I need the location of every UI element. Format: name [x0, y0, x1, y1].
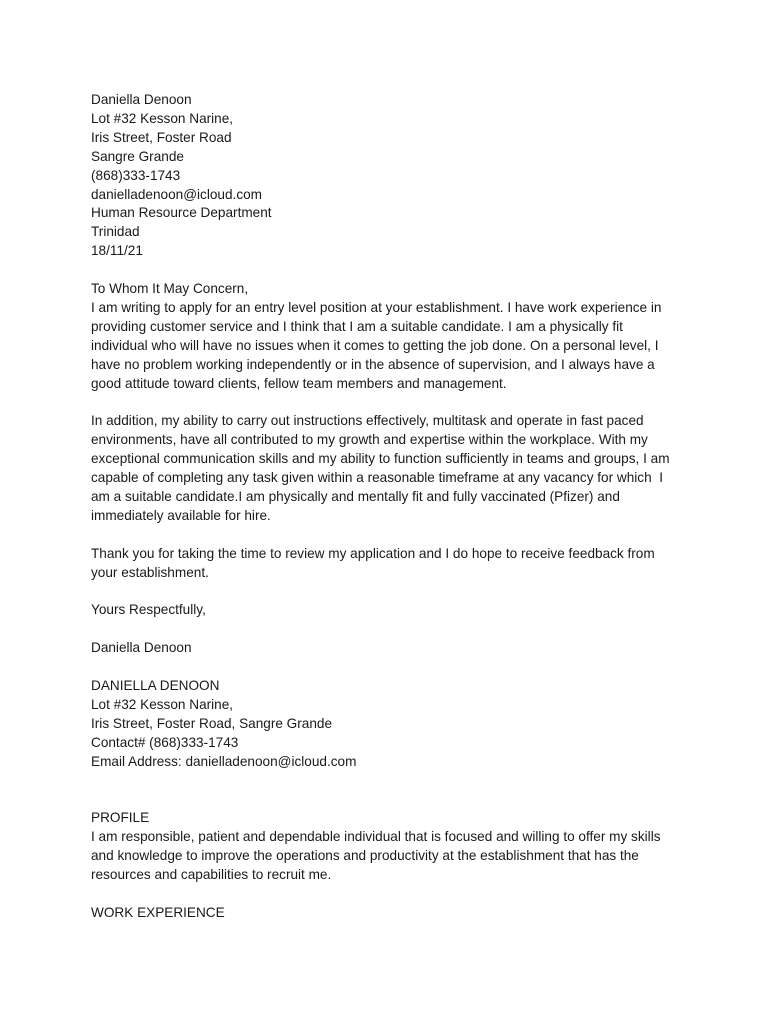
sender-address-line1: Lot #32 Kesson Narine,: [91, 110, 234, 126]
paragraph-line: your establishment.: [91, 564, 209, 580]
resume-name: DANIELLA DENOON: [91, 678, 220, 693]
recipient-department: Human Resource Department: [91, 205, 272, 221]
paragraph-line: individual who will have no issues when it comes to getting the job done. On a personal level, I: [91, 337, 659, 353]
paragraph-line: resources and capabilities to recruit me.: [91, 867, 332, 883]
body-paragraph-2: [91, 412, 691, 525]
work-experience-heading: WORK EXPERIENCE: [91, 904, 225, 920]
spacer: [91, 772, 691, 810]
resume-address-line1: Lot #32 Kesson Narine,: [91, 696, 234, 712]
letter-date: 18/11/21: [91, 243, 143, 259]
paragraph-line: I am writing to apply for an entry level position at your establishment. I have work experience in: [91, 299, 662, 315]
body-paragraph-1: [91, 299, 691, 394]
paragraph-line: good attitude toward clients, fellow team members and management.: [91, 375, 507, 391]
paragraph-line: providing customer service and I think that I am a suitable candidate. I am a physically fit: [91, 318, 623, 334]
body-paragraph-3: [91, 545, 691, 583]
document-page: [91, 91, 691, 923]
salutation: To Whom It May Concern,: [91, 281, 249, 297]
profile-text: [91, 828, 691, 885]
sender-name: Daniella Denoon: [91, 92, 192, 107]
paragraph-line: capable of completing any task given within a reasonable timeframe at any vacancy for which I: [91, 470, 663, 486]
profile-heading: PROFILE: [91, 810, 150, 826]
sender-phone: (868)333-1743: [91, 167, 181, 183]
resume-contact: Contact# (868)333-1743: [91, 734, 239, 750]
spacer: [91, 526, 691, 545]
paragraph-line: In addition, my ability to carry out instructions effectively, multitask and operate in fast paced: [91, 413, 644, 429]
sender-address-line2: Iris Street, Foster Road: [91, 129, 232, 145]
spacer: [91, 885, 691, 904]
sender-block: [91, 91, 691, 261]
closing: Yours Respectfully,: [91, 602, 206, 618]
resume-header: [91, 677, 691, 772]
paragraph-line: environments, have all contributed to my growth and expertise within the workplace. With my: [91, 432, 648, 448]
paragraph-line: and knowledge to improve the operations and productivity at the establishment that has the: [91, 848, 639, 864]
spacer: [91, 620, 691, 639]
paragraph-line: I am responsible, patient and dependable individual that is focused and willing to offer my skills: [91, 829, 661, 845]
signature: Daniella Denoon: [91, 640, 192, 656]
sender-address-line3: Sangre Grande: [91, 148, 184, 164]
spacer: [91, 393, 691, 412]
sender-email: danielladenoon@icloud.com: [91, 186, 262, 202]
resume-address-line2: Iris Street, Foster Road, Sangre Grande: [91, 715, 333, 731]
spacer: [91, 658, 691, 677]
spacer: [91, 583, 691, 602]
resume-email: Email Address: danielladenoon@icloud.com: [91, 753, 357, 769]
paragraph-line: immediately available for hire.: [91, 507, 271, 523]
paragraph-line: have no problem working independently or in the absence of supervision, and I always have a: [91, 356, 655, 372]
paragraph-line: Thank you for taking the time to review my application and I do hope to receive feedback from: [91, 545, 655, 561]
paragraph-line: exceptional communication skills and my ability to function sufficiently in teams and groups, I am: [91, 451, 670, 467]
spacer: [91, 261, 691, 280]
paragraph-line: am a suitable candidate.I am physically and mentally fit and fully vaccinated (Pfizer) and: [91, 489, 620, 504]
recipient-location: Trinidad: [91, 224, 140, 240]
